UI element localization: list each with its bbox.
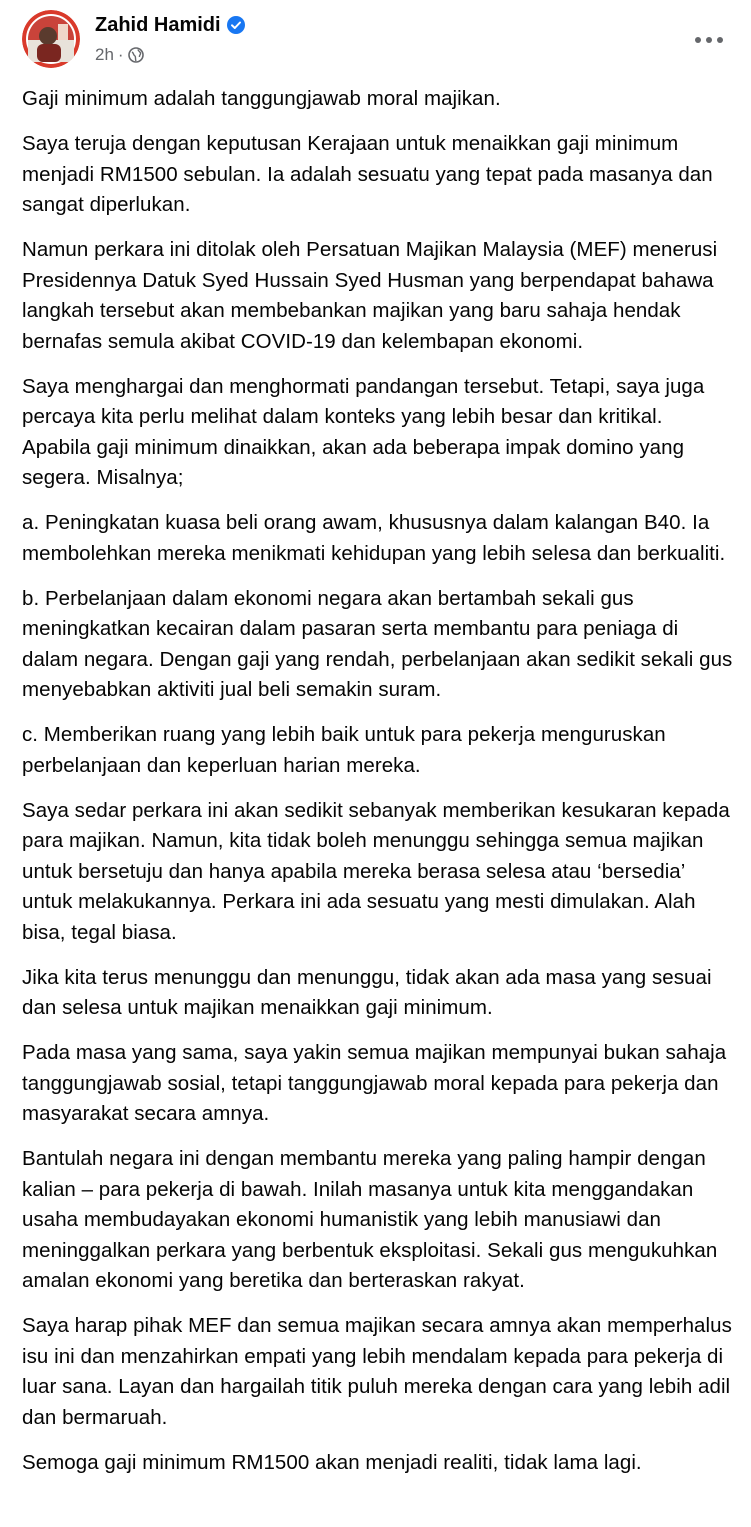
post-paragraph: Saya harap pihak MEF dan semua majikan secara amnya akan memperhalus isu ini dan menzahirkan empati yang lebih mendalam kepada para pekerja di luar sana. Layan dan hargailah titik puluh mereka dengan cara yang lebih adil dan bermaruah. (22, 1314, 732, 1429)
post-paragraph: Saya teruja dengan keputusan Kerajaan untuk menaikkan gaji minimum menjadi RM1500 sebulan. Ia adalah sesuatu yang tepat pada masanya dan sangat diperlukan. (22, 132, 713, 216)
post-timestamp[interactable]: 2h (95, 45, 114, 64)
post-paragraph: Bantulah negara ini dengan membantu mereka yang paling hampir dengan kalian – para pekerja di bawah. Inilah masanya untuk kita menggandakan usaha membudayakan ekonomi humanistik yang lebih manusiawi dan meninggalkan perkara yang berbentuk eksploitasi. Sekali gus mengukuhkan amalan ekonomi yang beretika dan berteraskan rakyat. (22, 1147, 718, 1292)
globe-icon[interactable] (128, 47, 144, 63)
post-paragraph: b. Perbelanjaan dalam ekonomi negara akan bertambah sekali gus meningkatkan kecairan dalam pasaran serta membantu para peniaga di dalam negara. Dengan gaji yang rendah, perbelanjaan akan sedikit sekali gus menyebabkan aktiviti jual beli semakin suram. (22, 586, 733, 701)
author-name[interactable]: Zahid Hamidi (95, 14, 221, 36)
post-paragraph: Saya menghargai dan menghormati pandangan tersebut. Tetapi, saya juga percaya kita perlu melihat dalam konteks yang lebih besar dan kritikal. Apabila gaji minimum dinaikkan, akan ada beberapa impak domino yang segera. Misalnya; (22, 374, 705, 489)
post-meta (95, 44, 144, 66)
avatar[interactable] (22, 10, 80, 68)
post-paragraph: Pada masa yang sama, saya yakin semua majikan mempunyai bukan sahaja tanggungjawab sosial, tetapi tanggungjawab moral kepada para pekerja dan masyarakat secara amnya. (22, 1041, 727, 1125)
post-header (0, 0, 751, 80)
post-paragraph: c. Memberikan ruang yang lebih baik untuk para pekerja menguruskan perbelanjaan dan keperluan harian mereka. (22, 723, 666, 777)
post-body (22, 84, 734, 1524)
post-paragraph: Namun perkara ini ditolak oleh Persatuan Majikan Malaysia (MEF) menerusi Presidennya Datuk Syed Hussain Syed Husman yang berpendapat bahawa langkah tersebut akan membebankan majikan yang baru sahaja hendak bernafas semula akibat COVID-19 dan kelembapan ekonomi. (22, 238, 718, 353)
profile-photo-icon (22, 10, 80, 68)
post-paragraph: Semoga gaji minimum RM1500 akan menjadi realiti, tidak lama lagi. (22, 1450, 642, 1474)
post-paragraph: Gaji minimum adalah tanggungjawab moral majikan. (22, 87, 501, 110)
meta-separator: · (117, 45, 124, 64)
more-options-button[interactable] (689, 22, 729, 58)
post-paragraph: a. Peningkatan kuasa beli orang awam, khususnya dalam kalangan B40. Ia membolehkan mereka menikmati kehidupan yang lebih selesa dan berkualiti. (22, 511, 726, 565)
post-paragraph: Jika kita terus menunggu dan menunggu, tidak akan ada masa yang sesuai dan selesa untuk majikan menaikkan gaji minimum. (22, 965, 712, 1019)
more-options-icon (694, 36, 724, 44)
verified-badge-icon (227, 16, 245, 34)
author-row (95, 12, 245, 38)
post-paragraph: Saya sedar perkara ini akan sedikit sebanyak memberikan kesukaran kepada para majikan. Namun, kita tidak boleh menunggu sehingga semua majikan untuk bersetuju dan hanya apabila mereka berasa selesa atau ‘bersedia’ untuk melakukannya. Perkara ini ada sesuatu yang mesti dimulakan. Alah bisa, tegal biasa. (22, 798, 730, 944)
